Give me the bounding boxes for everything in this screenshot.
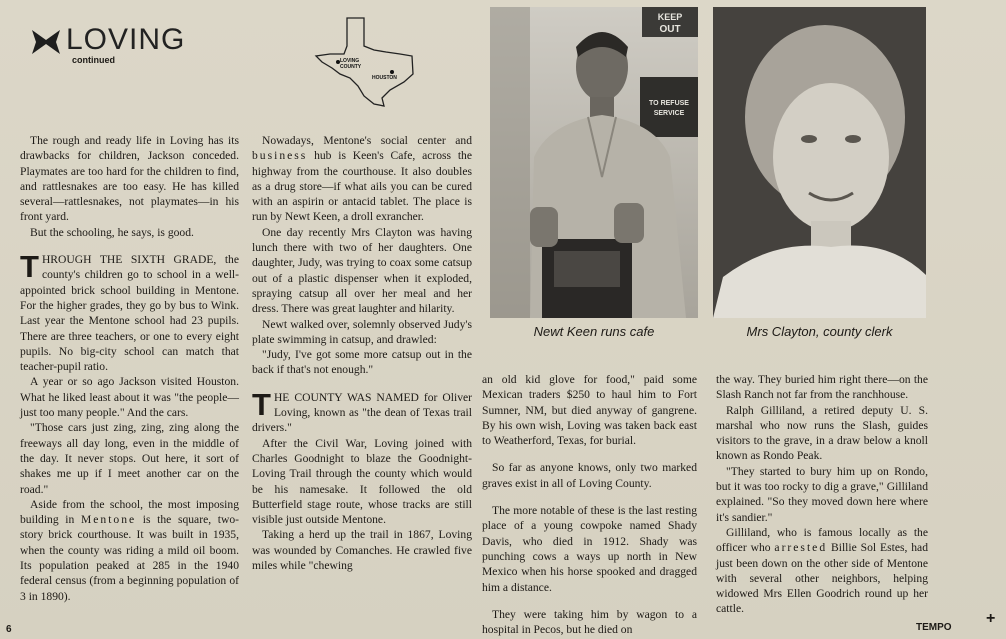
paragraph (716, 525, 928, 617)
article-title: LOVING (66, 23, 186, 56)
article-subtitle: continued (72, 55, 115, 65)
paragraph-section-start (20, 249, 239, 374)
sign-keep: KEEP (657, 12, 683, 22)
paragraph: the way. They buried him right there—on the Slash Ranch not far from the ranchhouse. (716, 373, 928, 402)
photo-mrs-clayton (713, 7, 926, 318)
sign-refuse: TO REFUSE (649, 100, 689, 107)
page-number: 6 (6, 624, 12, 635)
paragraph: So far as anyone knows, only two marked graves exist in all of Loving County. (482, 461, 697, 490)
paragraph-text: hub is Keen's Cafe, across the highway from the courthouse. It also doubles as a drug store—if what ails you can be cured with an aspirin or antacid tablet. The place is run by Newt Keen, a droll exrancher. (252, 149, 472, 224)
column-4 (716, 372, 928, 617)
paragraph-text: for Oliver Loving, known as "the dean of Texas trail drivers." (252, 390, 472, 435)
paragraph: But the schooling, he says, is good. (30, 225, 194, 239)
column-3 (482, 372, 697, 637)
paragraph-text: Nowadays, Mentone's social center and (262, 134, 472, 147)
paragraph-text: Gilliland, who is famous locally as the officer who (716, 525, 928, 555)
drop-cap: T (252, 386, 271, 422)
lead-in: HE COUNTY WAS NAMED (273, 390, 419, 404)
paragraph: Ralph Gilliland, a retired deputy U. S. marshal who now runs the Slash, guides visitors to the grave, in a draw below a knoll known as Rondo Peak. (716, 403, 928, 463)
caption-newt-keen: Newt Keen runs cafe (533, 324, 655, 339)
paragraph-text: Aside from the school, the most imposing building in (20, 497, 239, 527)
houston-marker (390, 70, 394, 74)
spaced-word: Mentone (80, 513, 137, 527)
paragraph: The rough and ready life in Loving has its drawbacks for children, Jackson conceded. Playmates are too hard for the children to find, and rattlesnakes are too easy. He has killed several—rattlesnakes, not playmates—in his front yard. (20, 134, 239, 224)
map-label-county: COUNTY (340, 64, 362, 70)
paragraph (20, 497, 239, 604)
spaced-word: business (252, 149, 308, 163)
paragraph: "Judy, I've got some more catsup out in the back if that's not enough." (252, 348, 472, 377)
map-label-loving: LOVING (340, 58, 360, 64)
sign-service: SERVICE (653, 110, 685, 117)
drop-cap: T (20, 249, 39, 285)
paragraph-section-start (252, 386, 472, 436)
sign-out: OUT (659, 24, 681, 35)
paragraph: Newt walked over, solemnly observed Judy's plate swimming in catsup, and drawled: (252, 317, 472, 346)
paragraph: A year or so ago Jackson visited Houston. What he liked least about it was "the people—just too many people." And the cars. (20, 375, 239, 420)
paragraph-text: the county's children go to school in a well-appointed brick school building in Mentone. For the higher grades, they go by bus to Wink. Last year the Mentone school had 23 pupils. There are three teachers, or one to every eight pupils. No big-city school can match that teacher-pupil ratio. (20, 253, 239, 374)
map-label-houston: HOUSTON (372, 75, 397, 81)
magazine-name: TEMPO (916, 622, 952, 633)
paragraph: "They started to bury him up on Rondo, but it was too rocky to dig a grave," Gilliland explained. "So they moved down here where it's sandier." (716, 464, 928, 524)
paragraph-text: is the square, two-story brick courthouse. It was built in 1935, when the county was riding a mild oil boom. Its population peaked at 285 in the 1940 federal census (from a beginning population of 3 in 1890). (20, 513, 239, 603)
paragraph-text: Billie Sol Estes, had just been down on the other side of Mentone with several other neighbors, helping widowed Mrs Ellen Goodrich round up her cattle. (716, 541, 928, 616)
photo-newt-keen (490, 7, 698, 318)
spaced-word: arrested (774, 541, 828, 555)
column-2 (252, 133, 472, 573)
paragraph: Taking a herd up the trail in 1867, Loving was wounded by Comanches. He crawled five miles while "chewing (252, 528, 472, 573)
bow-tie-icon (32, 30, 60, 54)
paragraph: After the Civil War, Loving joined with Charles Goodnight to blaze the Goodnight-Loving Trail through the county which would be his namesake. It followed the old Butterfield stage route, whose tracks are still visible just outside Mentone. (252, 436, 472, 527)
texas-map (312, 16, 417, 108)
newt-keen-photo-image (490, 7, 698, 318)
paragraph (252, 133, 472, 225)
paragraph: The more notable of these is the last resting place of a young cowpoke named Shady Davis, who died in 1912. Shady was punching cows a ways up north in New Mexico when his horse spooked and dragged him a distance. (482, 504, 697, 594)
registration-cross: + (986, 610, 996, 627)
lead-in: HROUGH THE SIXTH GRADE, (41, 253, 217, 267)
paragraph: One day recently Mrs Clayton was having lunch there with two of her daughters. One daughter, Judy, was trying to coax some catsup out of a plastic dispenser when it exploded, spraying catsup all over her meal and her dress. There was great laughter and hilarity. (252, 225, 472, 316)
caption-mrs-clayton: Mrs Clayton, county clerk (746, 324, 893, 339)
paragraph: They were taking him by wagon to a hospital in Pecos, but he died on (482, 607, 697, 637)
paragraph: "Those cars just zing, zing, zing along the freeways all day long, even in the middle of the day. It never stops. Out here, it sort of shakes me up if I meet another car on the road." (20, 421, 239, 496)
mrs-clayton-photo-image (713, 7, 926, 318)
column-1 (20, 133, 239, 604)
paragraph: an old kid glove for food," paid some Mexican traders $250 to haul him to Fort Sumner, NM, but died anyway of gangrene. By his own wish, Loving was taken back east to Weatherford, Texas, for burial. (482, 373, 697, 448)
